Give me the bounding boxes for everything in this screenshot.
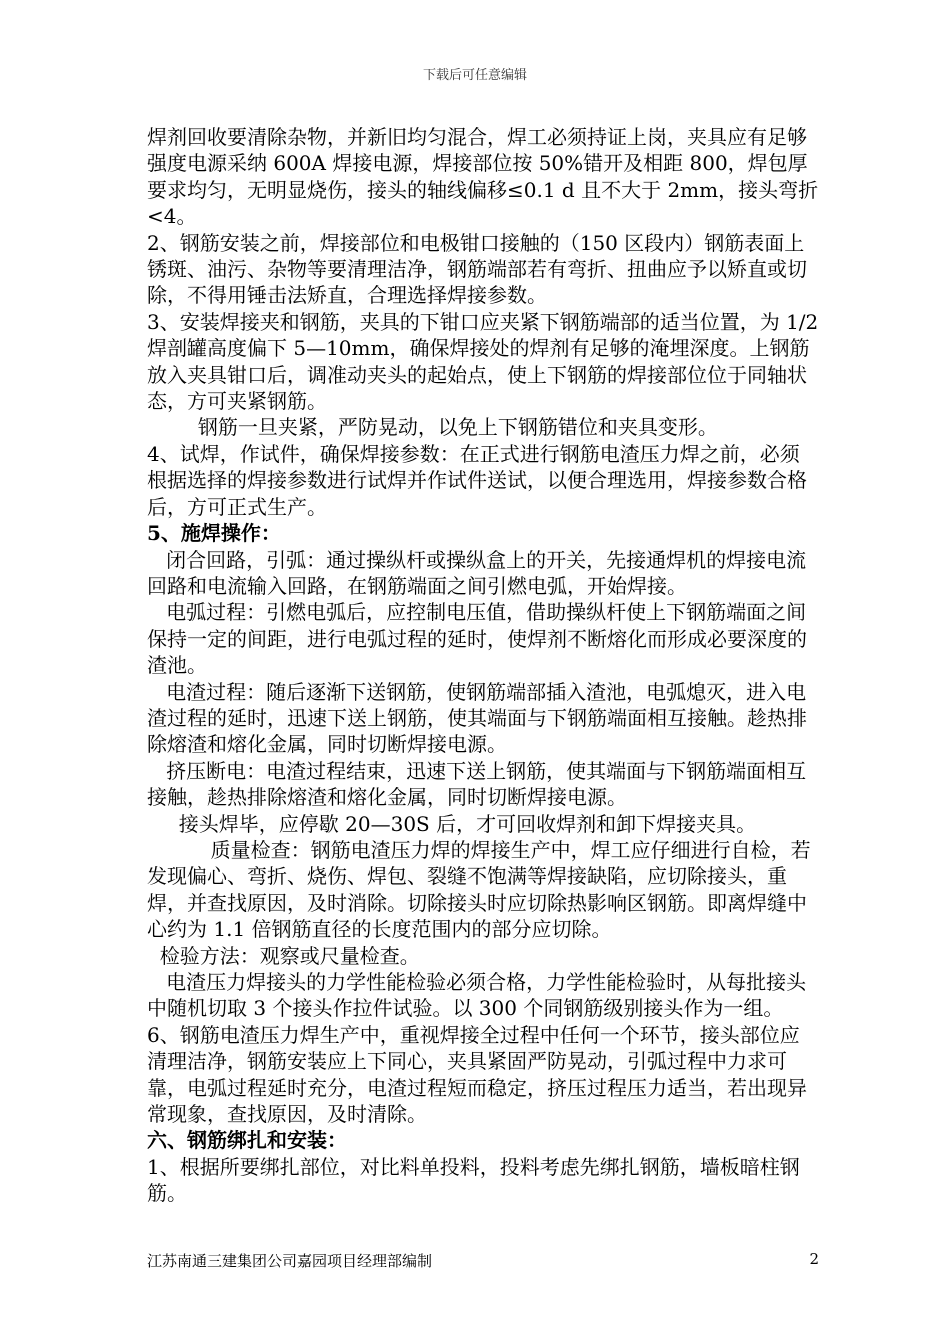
- paragraph: 焊剂回收要清除杂物，并新旧均匀混合，焊工必须持证上岗，夹具应有足够强度电源采纳 600A 焊接电源，焊接部位按 50%错开及相距 800，焊包厚要求均匀，无明显烧伤，接头的轴线偏移≤0.1 d 且不大于 2mm，接头弯折<4。: [147, 125, 819, 229]
- paragraph: 挤压断电：电渣过程结束，迅速下送上钢筋，使其端面与下钢筋端面相互接触，趁热排除熔渣和熔化金属，同时切断焊接电源。: [147, 758, 807, 810]
- paragraph: 电渣压力焊接头的力学性能检验必须合格，力学性能检验时，从每批接头中随机切取 3 个接头作拉件试验。以 300 个同钢筋级别接头作为一组。: [147, 970, 807, 1021]
- page-number: 2: [809, 1250, 819, 1268]
- paragraph: 4、试焊，作试件，确保焊接参数：在正式进行钢筋电渣压力焊之前，必须根据选择的焊接参数进行试焊并作试件送试，以便合理选用，焊接参数合格后，方可正式生产。: [147, 441, 807, 519]
- paragraph: 2、钢筋安装之前，焊接部位和电极钳口接触的（150 区段内）钢筋表面上锈斑、油污、杂物等要清理洁净，钢筋端部若有弯折、扭曲应予以矫直或切除，不得用锤击法矫直，合理选择焊接参数。: [147, 230, 807, 308]
- paragraph: 3、安装焊接夹和钢筋，夹具的下钳口应夹紧下钢筋端部的适当位置，为 1/2 焊剖罐高度偏下 5—10mm，确保焊接处的焊剂有足够的淹埋深度。上钢筋放入夹具钳口后，调准动夹头的起始点，使上下钢筋的焊接部位位于同轴状态，方可夹紧钢筋。: [147, 309, 825, 414]
- paragraph: 6、钢筋电渣压力焊生产中，重视焊接全过程中任何一个环节，接头部位应清理洁净，钢筋安装应上下同心，夹具紧固严防晃动，引弧过程中力求可靠，电弧过程延时充分，电渣过程短而稳定，挤压过程压力适当，若出现异常现象，查找原因，及时清除。: [147, 1022, 807, 1127]
- paragraph: 闭合回路，引弧：通过操纵杆或操纵盒上的开关，先接通焊机的焊接电流回路和电流输入回路，在钢筋端面之间引燃电弧，开始焊接。: [147, 547, 807, 598]
- document-body: [147, 124, 825, 1207]
- paragraph: 1、根据所要绑扎部位，对比料单投料，投料考虑先绑扎钢筋，墙板暗柱钢筋。: [147, 1154, 800, 1206]
- paragraph: 电渣过程：随后逐渐下送钢筋，使钢筋端部插入渣池，电弧熄灭，进入电渣过程的延时，迅速下送上钢筋，使其端面与下钢筋端面相互接触。趁热排除熔渣和熔化金属，同时切断焊接电源。: [147, 679, 807, 757]
- paragraph: 钢筋一旦夹紧，严防晃动，以免上下钢筋错位和夹具变形。: [147, 415, 718, 440]
- page-footer: [147, 1250, 819, 1271]
- page-header: 下载后可任意编辑: [422, 68, 527, 83]
- footer-text: 江苏南通三建集团公司嘉园项目经理部编制: [147, 1252, 433, 1270]
- paragraph: 检验方法：观察或尺量检查。: [147, 943, 420, 968]
- paragraph: 电弧过程：引燃电弧后，应控制电压值，借助操纵杆使上下钢筋端面之间保持一定的间距，进行电弧过程的延时，使焊剂不断熔化而形成必要深度的渣池。: [147, 600, 807, 678]
- paragraph: 接头焊毕，应停歇 20—30S 后，才可回收焊剂和卸下焊接夹具。: [147, 811, 757, 836]
- paragraph: 质量检查：钢筋电渣压力焊的焊接生产中，焊工应仔细进行自检，若发现偏心、弯折、烧伤、焊包、裂缝不饱满等焊接缺陷，应切除接头，重焊，并查找原因，及时消除。切除接头时应切除热影响区钢筋。即离焊缝中心约为 1.1 倍钢筋直径的长度范围内的部分应切除。: [147, 837, 811, 942]
- section-heading: 六、钢筋绑扎和安装：: [147, 1128, 347, 1153]
- section-heading: 5、施焊操作：: [147, 521, 281, 546]
